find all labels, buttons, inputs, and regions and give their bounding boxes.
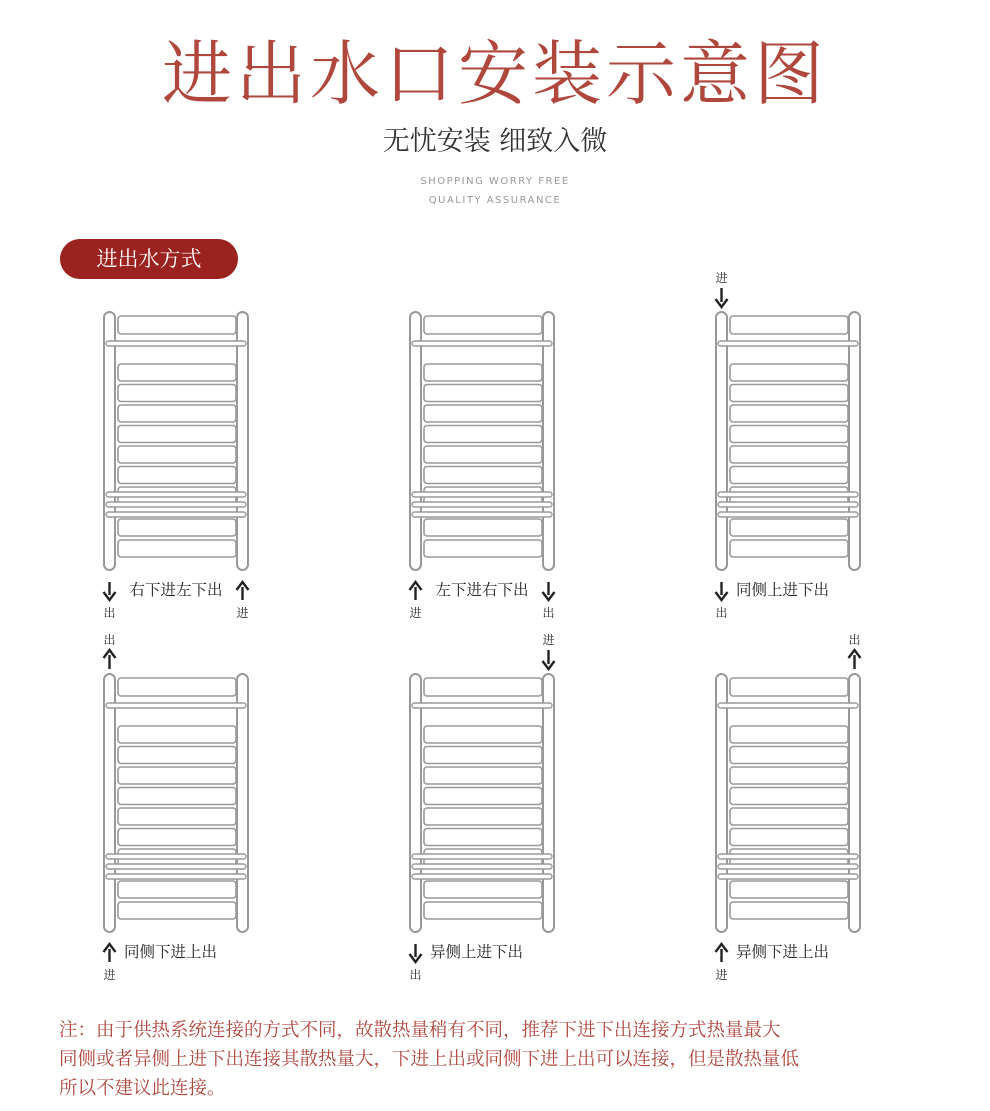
radiator-diagram-3: [715, 270, 860, 620]
right-rail: [237, 674, 248, 932]
note-line-1: 注：由于供热系统连接的方式不同，故散热量稍有不同，推荐下进下出连接方式热量最大: [59, 1020, 781, 1041]
bottom-port-label: 进: [715, 968, 728, 982]
towel-rod: [106, 854, 246, 859]
middle-bar: [118, 788, 236, 805]
diagram-caption: 右下进左下出: [129, 581, 223, 599]
top-bar: [730, 316, 848, 334]
middle-bar: [118, 426, 236, 443]
towel-rod: [718, 874, 858, 879]
middle-bar: [424, 747, 542, 764]
towel-rod: [106, 874, 246, 879]
right-port-label: 进: [236, 606, 249, 620]
middle-bar: [118, 446, 236, 463]
bottom-port-label: 出: [715, 606, 728, 620]
note-line-2: 同侧或者异侧上进下出连接其散热量大，下进上出或同侧下进上出可以连接，但是散热量低: [59, 1049, 800, 1070]
bottom-bar: [730, 540, 848, 557]
towel-rod: [718, 492, 858, 497]
middle-bar: [730, 747, 848, 764]
middle-bar: [730, 364, 848, 381]
middle-bar: [118, 747, 236, 764]
diagram-caption: 异侧下进上出: [736, 943, 830, 961]
middle-bar: [424, 364, 542, 381]
middle-bar: [118, 405, 236, 422]
installation-note: [59, 1016, 959, 1103]
middle-bar: [424, 446, 542, 463]
top-rod: [412, 703, 552, 708]
middle-bar: [730, 405, 848, 422]
bottom-bar: [118, 902, 236, 919]
middle-bar: [118, 829, 236, 846]
middle-bar: [730, 726, 848, 743]
left-port-label: 进: [409, 606, 422, 620]
middle-bar: [424, 467, 542, 484]
right-rail: [543, 312, 554, 570]
middle-bar: [424, 426, 542, 443]
towel-rod: [106, 512, 246, 517]
top-rod: [718, 703, 858, 708]
diagram-caption: 同侧上进下出: [736, 581, 830, 599]
middle-bar: [118, 364, 236, 381]
bottom-bar: [424, 881, 542, 898]
radiator-diagram-2: [409, 312, 554, 620]
middle-bar: [730, 385, 848, 402]
towel-rod: [718, 864, 858, 869]
top-port-label: 进: [715, 271, 728, 285]
towel-rod: [412, 864, 552, 869]
top-rod: [412, 341, 552, 346]
bottom-bar: [118, 519, 236, 536]
towel-rod: [412, 492, 552, 497]
radiator-diagram-1: [103, 312, 248, 620]
top-rod: [718, 341, 858, 346]
bottom-bar: [424, 519, 542, 536]
bottom-bar: [424, 902, 542, 919]
towel-rod: [718, 512, 858, 517]
radiator-diagram-6: [715, 632, 860, 982]
bottom-bar: [730, 519, 848, 536]
middle-bar: [730, 829, 848, 846]
bottom-bar: [424, 540, 542, 557]
top-rod: [106, 703, 246, 708]
bottom-port-label: 出: [409, 968, 422, 982]
middle-bar: [424, 788, 542, 805]
right-port-label: 出: [542, 606, 555, 620]
right-rail: [237, 312, 248, 570]
middle-bar: [118, 808, 236, 825]
middle-bar: [730, 446, 848, 463]
note-line-3: 所以不建议此连接。: [59, 1078, 226, 1099]
top-bar: [424, 678, 542, 696]
right-rail: [543, 674, 554, 932]
left-rail: [410, 312, 421, 570]
bottom-bar: [118, 881, 236, 898]
bottom-bar: [118, 540, 236, 557]
top-port-label: 出: [103, 633, 116, 647]
top-port-label: 进: [542, 633, 555, 647]
middle-bar: [118, 467, 236, 484]
radiator-diagram-5: [409, 632, 554, 982]
top-bar: [424, 316, 542, 334]
middle-bar: [424, 726, 542, 743]
bottom-port-label: 进: [103, 968, 116, 982]
left-rail: [716, 674, 727, 932]
top-rod: [106, 341, 246, 346]
diagram-caption: 左下进右下出: [435, 581, 529, 599]
middle-bar: [424, 385, 542, 402]
towel-rod: [718, 502, 858, 507]
tagline-line-2: QUALITY ASSURANCE: [428, 195, 562, 206]
towel-rod: [718, 854, 858, 859]
middle-bar: [730, 808, 848, 825]
middle-bar: [424, 808, 542, 825]
middle-bar: [730, 426, 848, 443]
towel-rod: [106, 864, 246, 869]
middle-bar: [118, 385, 236, 402]
left-rail: [410, 674, 421, 932]
left-rail: [104, 674, 115, 932]
middle-bar: [118, 726, 236, 743]
top-bar: [730, 678, 848, 696]
top-bar: [118, 678, 236, 696]
towel-rod: [412, 502, 552, 507]
left-rail: [104, 312, 115, 570]
bottom-bar: [730, 881, 848, 898]
middle-bar: [424, 829, 542, 846]
right-rail: [849, 312, 860, 570]
diagram-caption: 异侧上进下出: [430, 943, 524, 961]
middle-bar: [730, 788, 848, 805]
middle-bar: [424, 405, 542, 422]
middle-bar: [118, 767, 236, 784]
towel-rod: [412, 512, 552, 517]
radiator-diagram-4: [103, 632, 248, 982]
towel-rod: [412, 874, 552, 879]
diagram-caption: 同侧下进上出: [124, 943, 218, 961]
middle-bar: [730, 767, 848, 784]
middle-bar: [730, 467, 848, 484]
right-rail: [849, 674, 860, 932]
bottom-bar: [730, 902, 848, 919]
towel-rod: [106, 492, 246, 497]
middle-bar: [424, 767, 542, 784]
left-rail: [716, 312, 727, 570]
towel-rod: [106, 502, 246, 507]
towel-rod: [412, 854, 552, 859]
top-bar: [118, 316, 236, 334]
page-subtitle: 无忧安装 细致入微: [382, 126, 608, 157]
section-badge: 进出水方式: [60, 239, 238, 279]
page-title: 进出水口安装示意图: [162, 33, 828, 115]
top-port-label: 出: [848, 633, 861, 647]
tagline-line-1: SHOPPING WORRY FREE: [420, 176, 570, 187]
left-port-label: 出: [103, 606, 116, 620]
